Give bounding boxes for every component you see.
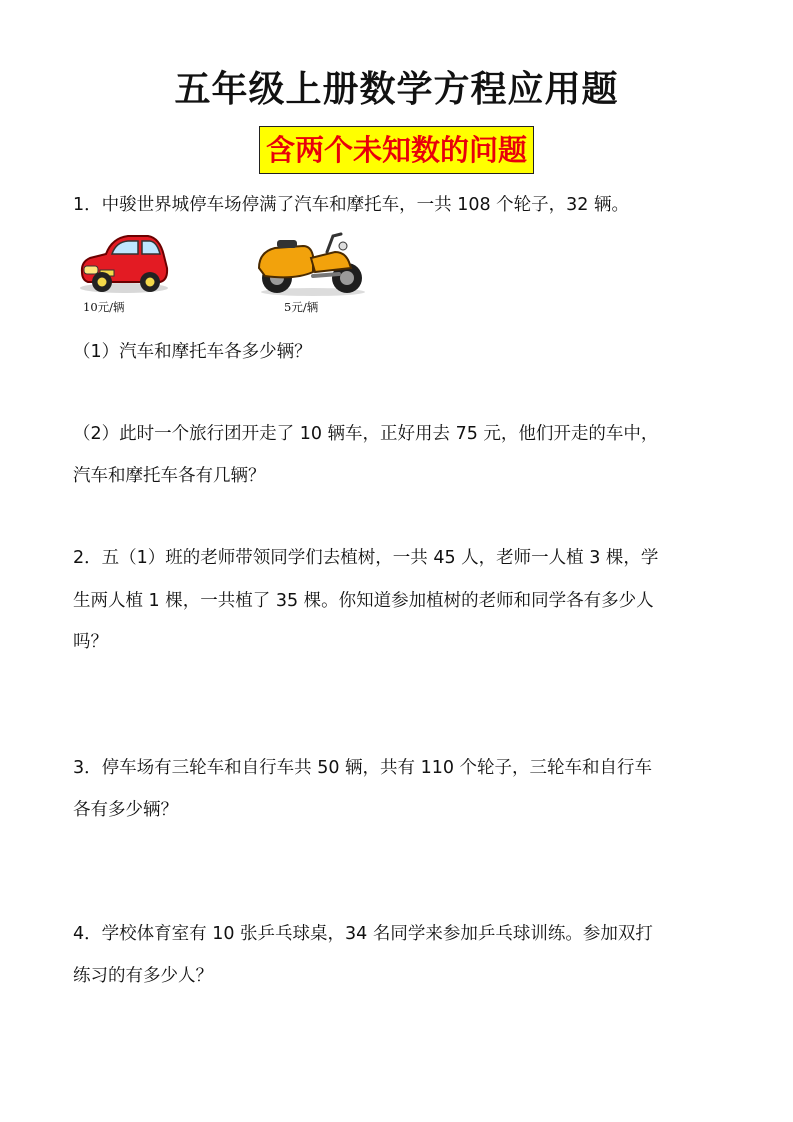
subtitle-banner: 含两个未知数的问题 — [259, 126, 534, 174]
car-icon — [76, 228, 172, 300]
q2-line2: 生两人植 1 棵，一共植了 35 棵。你知道参加植树的老师和同学各有多少人 — [73, 591, 654, 611]
q3-line1: 3．停车场有三轮车和自行车共 50 辆，共有 110 个轮子，三轮车和自行车 — [73, 758, 653, 778]
q1-stem: 1．中骏世界城停车场停满了汽车和摩托车，一共 108 个轮子，32 辆。 — [73, 195, 629, 215]
q4-line1: 4．学校体育室有 10 张乒乓球桌，34 名同学来参加乒乓球训练。参加双打 — [73, 924, 653, 944]
q1-part1: （1）汽车和摩托车各多少辆？ — [73, 342, 312, 362]
q2-line3: 吗？ — [73, 632, 108, 652]
q1-part2-line1: （2）此时一个旅行团开走了 10 辆车，正好用去 75 元，他们开走的车中， — [73, 424, 659, 444]
subtitle-container — [0, 126, 793, 174]
motorcycle-icon — [255, 228, 367, 302]
page-title: 五年级上册数学方程应用题 — [174, 69, 619, 110]
car-price-label: 10元/辆 — [83, 300, 125, 314]
q1-part2-line2: 汽车和摩托车各有几辆？ — [73, 466, 266, 486]
motorcycle-price-label: 5元/辆 — [284, 300, 319, 314]
q2-line1: 2．五（1）班的老师带领同学们去植树，一共 45 人，老师一人植 3 棵，学 — [73, 548, 659, 568]
q3-line2: 各有多少辆？ — [73, 800, 178, 820]
q4-line2: 练习的有多少人？ — [73, 966, 213, 986]
